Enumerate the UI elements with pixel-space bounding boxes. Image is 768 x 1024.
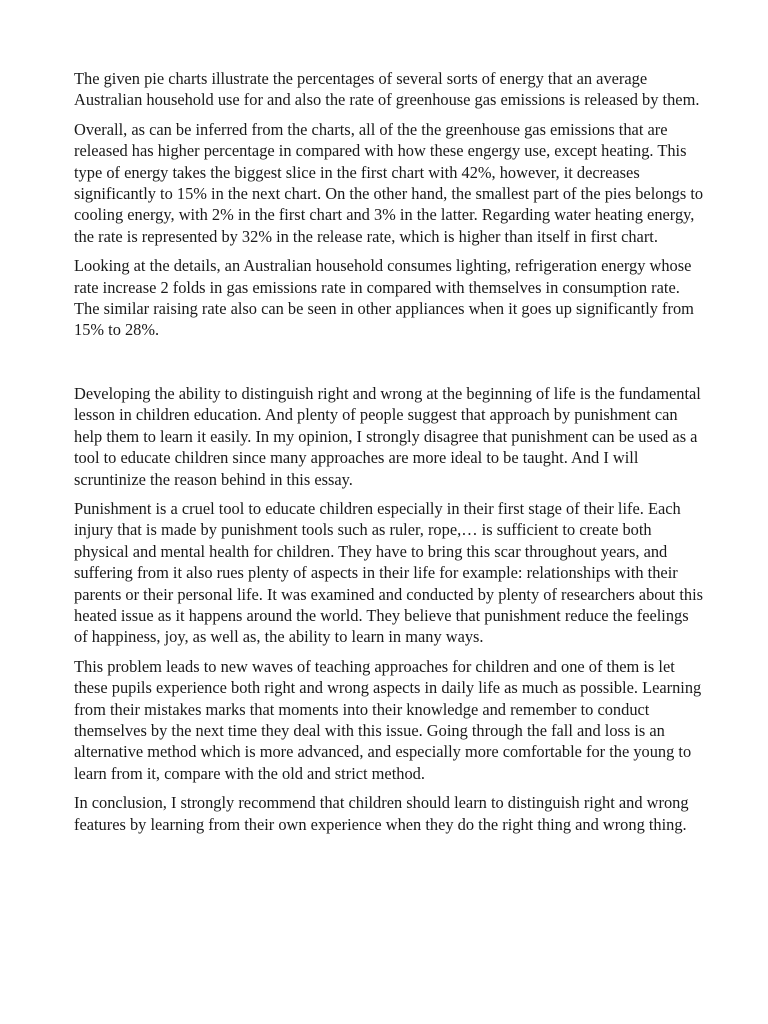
essay-paragraph-2: Punishment is a cruel tool to educate children especially in their first stage of their life. Each injury that is made by punishment tools such as ruler, rope,… is sufficient to create both physical and mental health for children. They have to bring this scar throughout years, and suffering from it also rues plenty of aspects in their life for example: relationships with their parents or their personal life. It was examined and conducted by plenty of researchers about this heated issue as it happens around the world. They believe that punishment reduce the feelings of happiness, joy, as well as, the ability to learn in many ways.: [74, 498, 703, 647]
essay-paragraph-1: Developing the ability to distinguish right and wrong at the beginning of life is the fundamental lesson in children education. And plenty of people suggest that approach by punishment can help them to learn it easily. In my opinion, I strongly disagree that punishment can be used as a tool to educate children since many approaches are more ideal to be taught. And I will scruntinize the reason behind in this essay.: [74, 383, 701, 489]
document-page: [74, 68, 706, 843]
report-paragraph-1: The given pie charts illustrate the percentages of several sorts of energy that an average Australian household use for and also the rate of greenhouse gas emissions is released by them.: [74, 69, 700, 110]
report-paragraph-3: Looking at the details, an Australian household consumes lighting, refrigeration energy whose rate increase 2 folds in gas emissions rate in compared with themselves in consumption rate. The similar raising rate also can be seen in other appliances when it goes up significantly from 15% to 28%.: [74, 256, 694, 340]
report-paragraph-2: Overall, as can be inferred from the charts, all of the the greenhouse gas emissions that are released has higher percentage in compared with how these engergy use, except heating. This type of energy takes the biggest slice in the first chart with 42%, however, it decreases significantly to 15% in the next chart. On the other hand, the smallest part of the pies belongs to cooling energy, with 2% in the first chart and 3% in the latter. Regarding water heating energy, the rate is represented by 32% in the release rate, which is higher than itself in first chart.: [74, 119, 704, 246]
report-section: [74, 68, 706, 341]
essay-section: [74, 383, 706, 835]
essay-paragraph-4: In conclusion, I strongly recommend that children should learn to distinguish right and wrong features by learning from their own experience when they do the right thing and wrong thing.: [74, 793, 689, 834]
section-spacer: [74, 349, 706, 383]
essay-paragraph-3: This problem leads to new waves of teaching approaches for children and one of them is let these pupils experience both right and wrong aspects in daily life as much as possible. Learning from their mistakes marks that moments into their knowledge and remember to conduct themselves by the next time they deal with this issue. Going through the fall and loss is an alternative method which is more advanced, and especially more comfortable for the young to learn from it, compare with the old and strict method.: [74, 656, 702, 783]
